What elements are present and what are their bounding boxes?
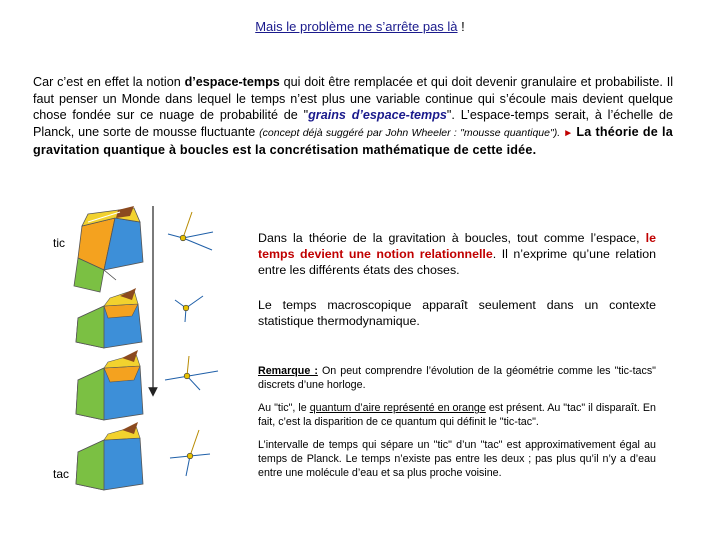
node-frame-1 xyxy=(168,212,213,250)
remark-label: Remarque : xyxy=(258,365,318,377)
p1-text-c: . Il n’exprime qu’une relation entre les différents états des choses. xyxy=(258,247,656,278)
p1-text-a: Dans la théorie de la gravitation à boucles, tout comme l’espace, xyxy=(258,231,646,245)
intro-term-spacetime: d’espace-temps xyxy=(184,75,280,89)
paragraph-macroscopic-time: Le temps macroscopique apparaît seulement dans un contexte statistique thermodynamique. xyxy=(258,298,656,329)
p1-highlight: le temps devient une notion relationnelle xyxy=(258,231,656,262)
foam-frame-3 xyxy=(76,350,143,420)
intro-wheeler-note: (concept déjà suggéré par John Wheeler : "mousse quantique"). xyxy=(259,126,561,139)
foam-frame-4 xyxy=(76,422,143,490)
intro-text-1: Car c’est en effet la notion xyxy=(33,75,185,89)
p4-underlined: quantum d’aire représenté en orange xyxy=(309,402,486,414)
paragraph-remark xyxy=(258,364,656,392)
p4-text-a: Au "tic", le xyxy=(258,402,310,414)
intro-term-grains: grains d’espace-temps xyxy=(308,108,447,123)
title-link[interactable]: Mais le problème ne s’arrête pas là xyxy=(255,19,458,34)
node-frame-4 xyxy=(170,430,210,476)
title-suffix: ! xyxy=(457,19,465,34)
intro-text-3: ". L’espace-temps serait, à l’échelle de Planck, une sorte de mousse fluctuante xyxy=(33,108,674,139)
node-frame-3 xyxy=(165,356,218,390)
p4-text-c: est présent. Au "tac" il disparaît. En fait, c’est la disparition de ce quantum qui définit le "tic-tac". xyxy=(258,402,656,428)
remark-text: On peut comprendre l’évolution de la géométrie comme les "tic-tacs" discrets d’une horloge. xyxy=(258,365,656,391)
paragraph-tic-tac xyxy=(258,401,656,429)
tac-label: tac xyxy=(53,467,70,481)
foam-frame-2 xyxy=(76,288,142,348)
paragraph-planck-time: L’intervalle de temps qui sépare un "tic" d’un "tac" est approximativement égal au temps de Planck. Le temps n’existe pas entre les deux ; pas plus qu’il n’y a d’eau entre une molécule d’eau et sa plus proche voisine. xyxy=(258,439,656,479)
arrow-icon: ► xyxy=(560,127,577,139)
intro-conclusion: La théorie de la gravitation quantique à boucles est la concrétisation mathématique de cette idée. xyxy=(33,124,673,158)
node-frame-2 xyxy=(175,296,203,322)
paragraph-relational-time xyxy=(258,230,656,279)
foam-frame-1 xyxy=(74,206,143,292)
tic-label: tic xyxy=(53,236,65,250)
intro-text-2: qui doit être remplacée et qui doit devenir granulaire et probabiliste. Il faut penser un Monde dans lequel le temps n’est plus une variable continue qui s’écoule mais devient quelque chose fondée sur ce nuage de probabilité de " xyxy=(33,75,673,123)
